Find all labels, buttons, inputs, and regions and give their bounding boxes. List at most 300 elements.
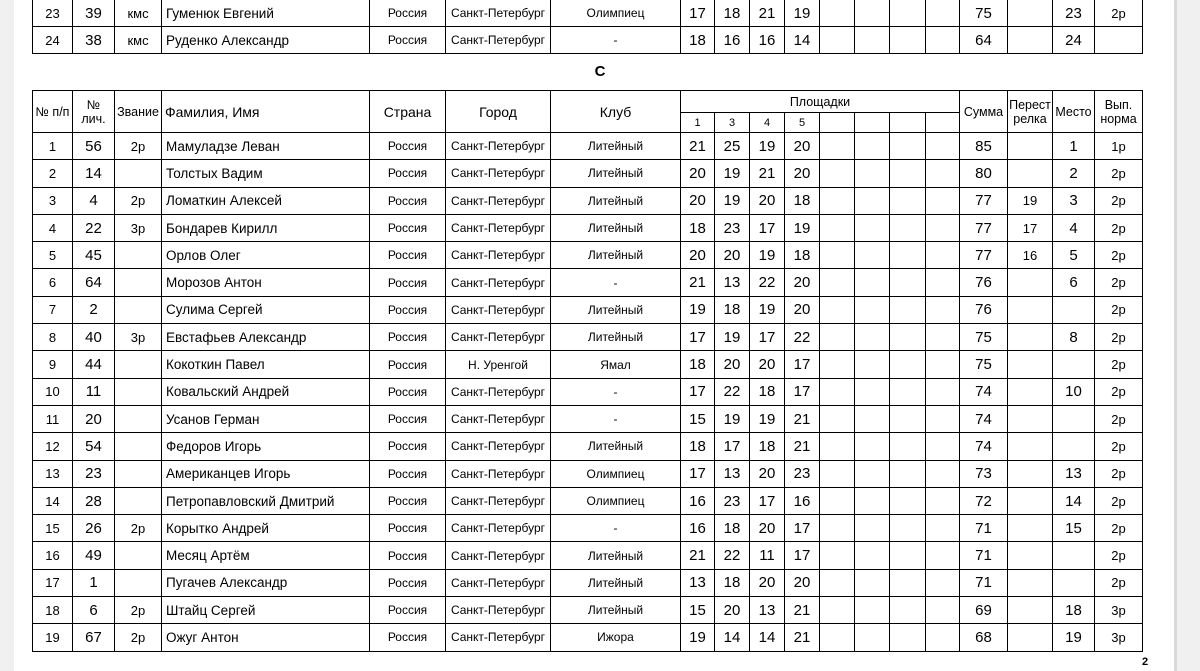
table-row: [33, 324, 1143, 351]
cell-score-empty: [926, 269, 960, 296]
cell-score-empty: [926, 214, 960, 241]
cell-score-empty: [820, 624, 855, 651]
cell-club: Литейный: [551, 542, 681, 569]
cell-score-2: 22: [715, 542, 750, 569]
cell-place: 23: [1053, 0, 1095, 27]
cell-country: Россия: [370, 351, 446, 378]
cell-score-empty: [890, 405, 926, 432]
cell-country: Россия: [370, 515, 446, 542]
cell-club: Литейный: [551, 214, 681, 241]
cell-club: Литейный: [551, 296, 681, 323]
cell-sum: 76: [960, 269, 1008, 296]
cell-name: Федоров Игорь: [162, 433, 370, 460]
cell-personal-number: 40: [73, 324, 115, 351]
cell-norm: 2р: [1095, 515, 1143, 542]
cell-score-2: 17: [715, 433, 750, 460]
cell-city: Санкт-Петербург: [446, 269, 551, 296]
cell-rank: [115, 569, 162, 596]
cell-score-empty: [890, 433, 926, 460]
cell-score-2: 13: [715, 269, 750, 296]
cell-score-empty: [855, 242, 890, 269]
cell-number: 14: [33, 487, 73, 514]
cell-city: Санкт-Петербург: [446, 515, 551, 542]
cell-score-3: 17: [750, 324, 785, 351]
cell-score-1: 16: [681, 515, 715, 542]
cell-sum: 85: [960, 133, 1008, 160]
cell-score-empty: [820, 133, 855, 160]
cell-shootoff: [1008, 351, 1053, 378]
cell-score-empty: [855, 597, 890, 624]
cell-country: Россия: [370, 542, 446, 569]
cell-norm: 2р: [1095, 405, 1143, 432]
cell-score-3: 17: [750, 214, 785, 241]
cell-score-1: 17: [681, 460, 715, 487]
cell-score-empty: [855, 133, 890, 160]
cell-city: Санкт-Петербург: [446, 487, 551, 514]
cell-name: Месяц Артём: [162, 542, 370, 569]
cell-rank: [115, 378, 162, 405]
cell-city: Н. Уренгой: [446, 351, 551, 378]
cell-shootoff: [1008, 378, 1053, 405]
cell-place: [1053, 351, 1095, 378]
cell-sum: 75: [960, 351, 1008, 378]
cell-score-1: 16: [681, 487, 715, 514]
cell-personal-number: 14: [73, 160, 115, 187]
cell-score-1: 20: [681, 242, 715, 269]
cell-number: 6: [33, 269, 73, 296]
cell-country: Россия: [370, 460, 446, 487]
cell-score-empty: [890, 214, 926, 241]
cell-score-3: 19: [750, 133, 785, 160]
cell-shootoff: [1008, 133, 1053, 160]
cell-shootoff: [1008, 569, 1053, 596]
cell-score-empty: [855, 542, 890, 569]
header-platform-1: 1: [681, 113, 715, 133]
cell-score-2: 22: [715, 378, 750, 405]
cell-country: Россия: [370, 187, 446, 214]
cell-score-empty: [855, 269, 890, 296]
cell-number: 3: [33, 187, 73, 214]
cell-score-4: 18: [785, 242, 820, 269]
cell-personal-number: 49: [73, 542, 115, 569]
cell-score-empty: [890, 324, 926, 351]
cell-rank: [115, 242, 162, 269]
table-row: [33, 460, 1143, 487]
cell-shootoff: [1008, 324, 1053, 351]
cell-norm: 2р: [1095, 460, 1143, 487]
cell-name: Ломаткин Алексей: [162, 187, 370, 214]
cell-norm: 2р: [1095, 487, 1143, 514]
cell-sum: 71: [960, 542, 1008, 569]
cell-number: 23: [33, 0, 73, 27]
cell-number: 19: [33, 624, 73, 651]
cell-score-empty: [890, 269, 926, 296]
cell-sum: 76: [960, 296, 1008, 323]
cell-norm: 2р: [1095, 214, 1143, 241]
cell-personal-number: 1: [73, 569, 115, 596]
cell-city: Санкт-Петербург: [446, 296, 551, 323]
cell-place: 4: [1053, 214, 1095, 241]
cell-score-empty: [890, 187, 926, 214]
cell-country: Россия: [370, 324, 446, 351]
cell-shootoff: [1008, 296, 1053, 323]
cell-shootoff: [1008, 597, 1053, 624]
cell-club: -: [551, 378, 681, 405]
cell-score-empty: [820, 351, 855, 378]
cell-score-1: 17: [681, 378, 715, 405]
cell-norm: 3р: [1095, 624, 1143, 651]
cell-score-2: 20: [715, 242, 750, 269]
table-row: [33, 515, 1143, 542]
cell-name: Гуменюк Евгений: [162, 0, 370, 27]
table-row: [33, 160, 1143, 187]
cell-norm: 2р: [1095, 569, 1143, 596]
cell-sum: 74: [960, 405, 1008, 432]
cell-score-4: 18: [785, 187, 820, 214]
cell-sum: 75: [960, 0, 1008, 27]
cell-country: Россия: [370, 597, 446, 624]
table-row: [33, 569, 1143, 596]
cell-score-empty: [926, 624, 960, 651]
cell-shootoff: [1008, 433, 1053, 460]
cell-score-empty: [926, 487, 960, 514]
table-row: [33, 133, 1143, 160]
cell-name: Евстафьев Александр: [162, 324, 370, 351]
header-place: Место: [1053, 91, 1095, 133]
cell-score-2: 18: [715, 296, 750, 323]
cell-city: Санкт-Петербург: [446, 433, 551, 460]
cell-score-3: 20: [750, 460, 785, 487]
cell-score-empty: [855, 296, 890, 323]
cell-norm: 2р: [1095, 0, 1143, 27]
cell-name: Бондарев Кирилл: [162, 214, 370, 241]
cell-score-empty: [855, 351, 890, 378]
cell-country: Россия: [370, 269, 446, 296]
cell-score-empty: [890, 624, 926, 651]
cell-city: Санкт-Петербург: [446, 324, 551, 351]
cell-score-1: 21: [681, 269, 715, 296]
cell-place: [1053, 569, 1095, 596]
cell-score-1: 19: [681, 296, 715, 323]
cell-score-1: 18: [681, 27, 715, 54]
header-number: № п/п: [33, 91, 73, 133]
cell-score-empty: [890, 160, 926, 187]
header-platforms: Площадки: [681, 91, 960, 113]
cell-personal-number: 22: [73, 214, 115, 241]
cell-city: Санкт-Петербург: [446, 27, 551, 54]
cell-score-empty: [890, 542, 926, 569]
cell-club: Литейный: [551, 433, 681, 460]
cell-number: 16: [33, 542, 73, 569]
cell-name: Морозов Антон: [162, 269, 370, 296]
cell-place: 2: [1053, 160, 1095, 187]
cell-score-empty: [855, 187, 890, 214]
cell-score-empty: [820, 460, 855, 487]
cell-score-empty: [926, 542, 960, 569]
cell-number: 5: [33, 242, 73, 269]
cell-score-empty: [890, 351, 926, 378]
cell-personal-number: 11: [73, 378, 115, 405]
cell-norm: 2р: [1095, 242, 1143, 269]
cell-personal-number: 45: [73, 242, 115, 269]
cell-personal-number: 39: [73, 0, 115, 27]
cell-score-2: 13: [715, 460, 750, 487]
cell-sum: 71: [960, 569, 1008, 596]
cell-score-empty: [890, 460, 926, 487]
cell-score-empty: [820, 569, 855, 596]
cell-club: Литейный: [551, 187, 681, 214]
cell-score-4: 20: [785, 569, 820, 596]
cell-score-empty: [855, 460, 890, 487]
header-city: Город: [446, 91, 551, 133]
cell-score-empty: [926, 324, 960, 351]
cell-country: Россия: [370, 27, 446, 54]
cell-score-4: 19: [785, 214, 820, 241]
cell-place: 13: [1053, 460, 1095, 487]
cell-shootoff: [1008, 487, 1053, 514]
cell-city: Санкт-Петербург: [446, 460, 551, 487]
cell-score-3: 19: [750, 405, 785, 432]
cell-score-empty: [820, 433, 855, 460]
cell-score-empty: [926, 187, 960, 214]
cell-shootoff: [1008, 405, 1053, 432]
cell-score-empty: [820, 378, 855, 405]
cell-rank: кмс: [115, 0, 162, 27]
cell-rank: [115, 460, 162, 487]
cell-city: Санкт-Петербург: [446, 405, 551, 432]
cell-personal-number: 26: [73, 515, 115, 542]
cell-rank: 2р: [115, 515, 162, 542]
cell-number: 18: [33, 597, 73, 624]
cell-score-empty: [890, 27, 926, 54]
cell-sum: 73: [960, 460, 1008, 487]
header-name: Фамилия, Имя: [162, 91, 370, 133]
cell-place: 24: [1053, 27, 1095, 54]
cell-sum: 68: [960, 624, 1008, 651]
cell-sum: 77: [960, 242, 1008, 269]
cell-club: -: [551, 269, 681, 296]
table-row: [33, 542, 1143, 569]
cell-norm: 2р: [1095, 160, 1143, 187]
cell-score-empty: [820, 160, 855, 187]
cell-score-3: 13: [750, 597, 785, 624]
cell-city: Санкт-Петербург: [446, 242, 551, 269]
cell-norm: 1р: [1095, 133, 1143, 160]
cell-score-empty: [820, 269, 855, 296]
cell-name: Мамуладзе Леван: [162, 133, 370, 160]
cell-score-empty: [926, 597, 960, 624]
cell-shootoff: [1008, 515, 1053, 542]
cell-score-1: 13: [681, 569, 715, 596]
cell-score-2: 23: [715, 214, 750, 241]
cell-club: Олимпиец: [551, 460, 681, 487]
cell-score-empty: [820, 296, 855, 323]
cell-rank: 3р: [115, 214, 162, 241]
cell-place: 5: [1053, 242, 1095, 269]
cell-score-2: 18: [715, 515, 750, 542]
cell-score-3: 17: [750, 487, 785, 514]
cell-personal-number: 2: [73, 296, 115, 323]
cell-norm: [1095, 27, 1143, 54]
cell-score-empty: [926, 296, 960, 323]
cell-name: Петропавловский Дмитрий: [162, 487, 370, 514]
cell-score-1: 19: [681, 624, 715, 651]
cell-score-1: 18: [681, 351, 715, 378]
cell-score-empty: [890, 0, 926, 27]
cell-score-4: 16: [785, 487, 820, 514]
cell-country: Россия: [370, 433, 446, 460]
cell-score-empty: [855, 160, 890, 187]
previous-group-table: [32, 0, 1143, 54]
cell-score-4: 21: [785, 433, 820, 460]
cell-score-3: 16: [750, 27, 785, 54]
cell-score-empty: [926, 460, 960, 487]
cell-score-empty: [855, 433, 890, 460]
cell-country: Россия: [370, 296, 446, 323]
cell-shootoff: [1008, 624, 1053, 651]
cell-name: Руденко Александр: [162, 27, 370, 54]
cell-club: -: [551, 515, 681, 542]
cell-number: 8: [33, 324, 73, 351]
header-norm: Вып. норма: [1095, 91, 1143, 133]
table-row: [33, 187, 1143, 214]
cell-rank: 3р: [115, 324, 162, 351]
table-row: [33, 378, 1143, 405]
cell-score-3: 19: [750, 296, 785, 323]
cell-rank: [115, 296, 162, 323]
cell-country: Россия: [370, 133, 446, 160]
cell-club: Литейный: [551, 133, 681, 160]
cell-score-4: 17: [785, 351, 820, 378]
cell-rank: 2р: [115, 133, 162, 160]
table-row: [33, 624, 1143, 651]
cell-score-4: 19: [785, 0, 820, 27]
cell-name: Ожуг Антон: [162, 624, 370, 651]
header-platform-empty: [890, 113, 926, 133]
cell-club: Литейный: [551, 160, 681, 187]
cell-score-4: 21: [785, 405, 820, 432]
cell-sum: 75: [960, 324, 1008, 351]
cell-number: 24: [33, 27, 73, 54]
cell-norm: 2р: [1095, 351, 1143, 378]
table-row: [33, 27, 1143, 54]
cell-city: Санкт-Петербург: [446, 214, 551, 241]
cell-score-1: 17: [681, 0, 715, 27]
table-row: [33, 214, 1143, 241]
cell-norm: 2р: [1095, 433, 1143, 460]
cell-rank: [115, 160, 162, 187]
cell-score-empty: [855, 624, 890, 651]
cell-score-empty: [855, 515, 890, 542]
header-platform-5: 5: [785, 113, 820, 133]
cell-name: Корытко Андрей: [162, 515, 370, 542]
cell-shootoff: [1008, 460, 1053, 487]
table-row: [33, 487, 1143, 514]
cell-name: Пугачев Александр: [162, 569, 370, 596]
cell-rank: кмс: [115, 27, 162, 54]
cell-score-empty: [855, 487, 890, 514]
cell-score-empty: [855, 405, 890, 432]
cell-score-1: 15: [681, 597, 715, 624]
cell-city: Санкт-Петербург: [446, 378, 551, 405]
cell-score-4: 17: [785, 542, 820, 569]
cell-score-empty: [926, 405, 960, 432]
cell-score-4: 20: [785, 160, 820, 187]
cell-number: 10: [33, 378, 73, 405]
cell-country: Россия: [370, 242, 446, 269]
cell-score-empty: [926, 351, 960, 378]
cell-score-1: 21: [681, 133, 715, 160]
cell-score-3: 20: [750, 351, 785, 378]
table-row: [33, 597, 1143, 624]
cell-shootoff: [1008, 27, 1053, 54]
cell-personal-number: 4: [73, 187, 115, 214]
cell-rank: 2р: [115, 624, 162, 651]
table-row: [33, 296, 1143, 323]
cell-score-empty: [926, 27, 960, 54]
cell-sum: 74: [960, 378, 1008, 405]
cell-score-empty: [820, 0, 855, 27]
cell-number: 9: [33, 351, 73, 378]
cell-club: -: [551, 27, 681, 54]
cell-score-4: 17: [785, 515, 820, 542]
header-club: Клуб: [551, 91, 681, 133]
cell-score-2: 16: [715, 27, 750, 54]
cell-score-empty: [890, 378, 926, 405]
cell-score-4: 22: [785, 324, 820, 351]
cell-club: Литейный: [551, 242, 681, 269]
cell-rank: 2р: [115, 187, 162, 214]
cell-score-empty: [820, 542, 855, 569]
cell-score-empty: [890, 569, 926, 596]
cell-score-empty: [926, 242, 960, 269]
cell-score-2: 19: [715, 187, 750, 214]
cell-score-3: 20: [750, 569, 785, 596]
cell-city: Санкт-Петербург: [446, 597, 551, 624]
cell-place: 15: [1053, 515, 1095, 542]
page-edge: [1174, 0, 1177, 671]
cell-personal-number: 67: [73, 624, 115, 651]
header-personal-number: № лич.: [73, 91, 115, 133]
cell-personal-number: 64: [73, 269, 115, 296]
cell-personal-number: 20: [73, 405, 115, 432]
cell-score-2: 18: [715, 0, 750, 27]
cell-score-3: 18: [750, 378, 785, 405]
cell-sum: 64: [960, 27, 1008, 54]
cell-score-empty: [890, 515, 926, 542]
cell-number: 17: [33, 569, 73, 596]
cell-score-empty: [855, 324, 890, 351]
header-platform-empty: [855, 113, 890, 133]
cell-place: [1053, 296, 1095, 323]
cell-score-empty: [855, 0, 890, 27]
header-platform-empty: [820, 113, 855, 133]
cell-club: Ижора: [551, 624, 681, 651]
cell-club: Олимпиец: [551, 0, 681, 27]
cell-score-4: 21: [785, 597, 820, 624]
cell-place: [1053, 405, 1095, 432]
cell-number: 7: [33, 296, 73, 323]
cell-score-1: 20: [681, 160, 715, 187]
cell-score-1: 18: [681, 433, 715, 460]
cell-number: 11: [33, 405, 73, 432]
cell-score-2: 19: [715, 160, 750, 187]
cell-number: 13: [33, 460, 73, 487]
cell-place: 8: [1053, 324, 1095, 351]
cell-score-1: 18: [681, 214, 715, 241]
cell-score-3: 20: [750, 515, 785, 542]
cell-score-3: 18: [750, 433, 785, 460]
